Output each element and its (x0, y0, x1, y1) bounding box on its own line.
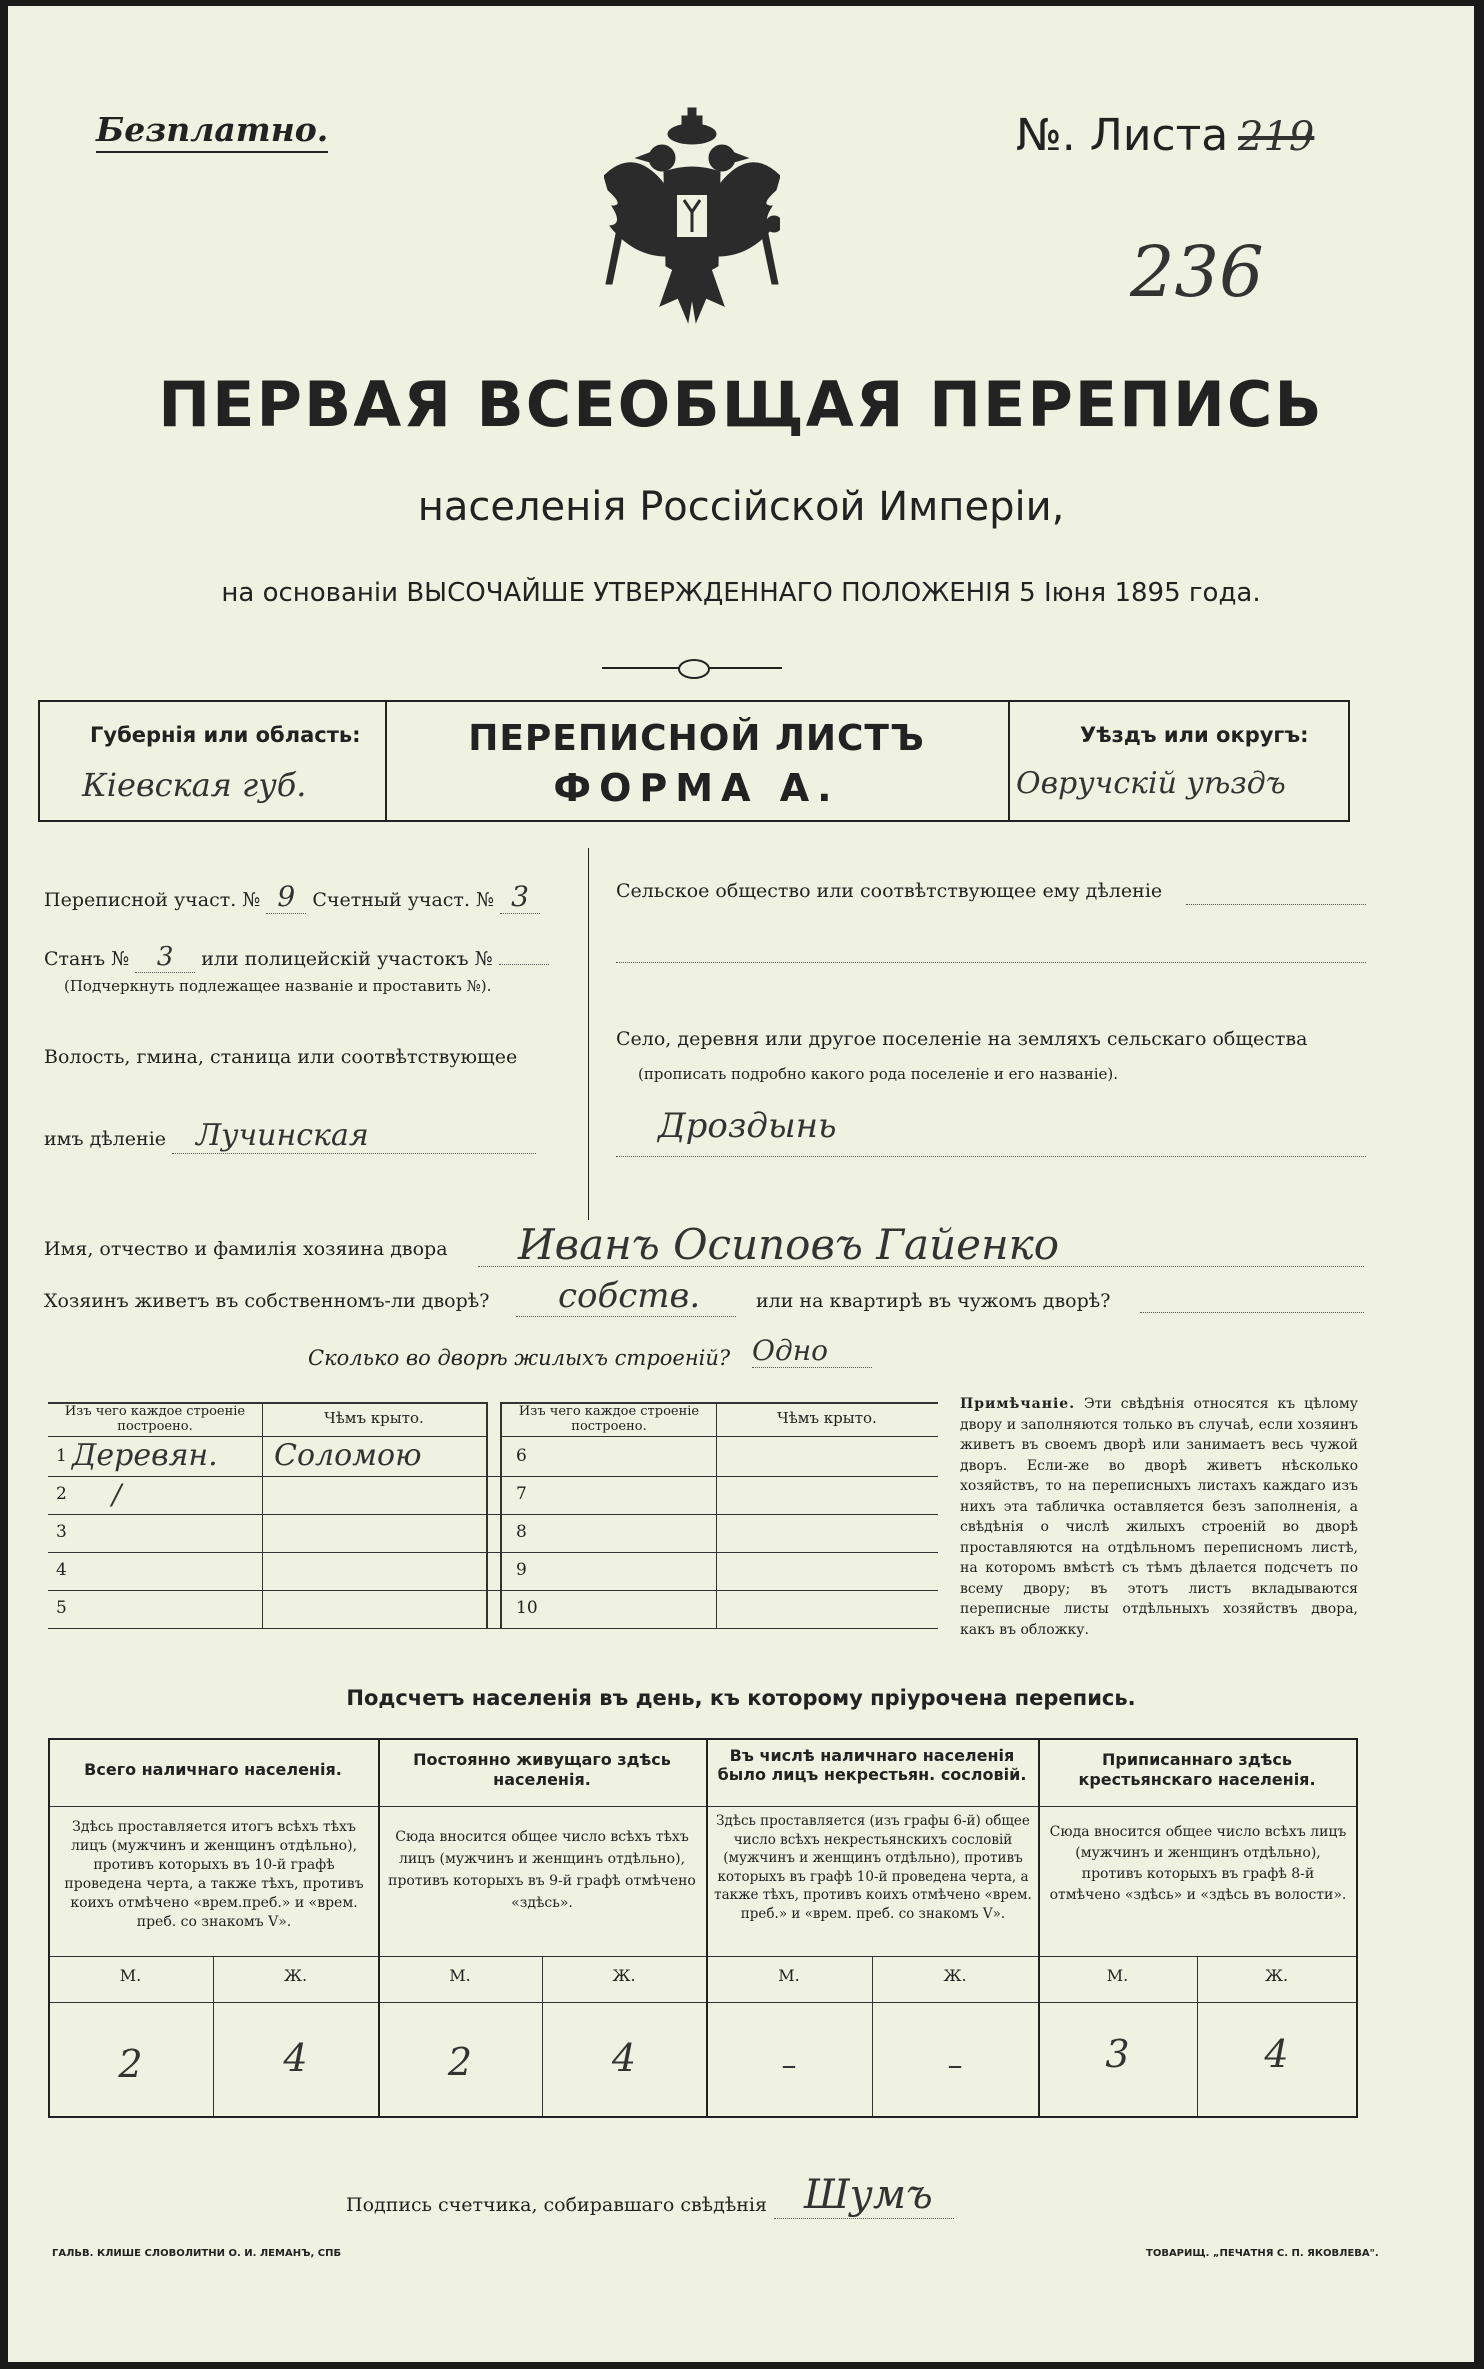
village-label: Село, деревня или другое поселеніе на земляхъ сельскаго общества (616, 1028, 1308, 1050)
volost-label: Волость, гмина, станица или соотвѣтствующее (44, 1046, 518, 1068)
double-headed-eagle-icon (604, 106, 780, 342)
table-row-num: 9 (516, 1560, 527, 1580)
table-row-num: 5 (56, 1598, 67, 1618)
pop-female-label: Ж. (612, 1966, 636, 1985)
buildings-col-roof-left: Чѣмъ крыто. (324, 1409, 424, 1427)
note-text: Эти свѣдѣнія относятся къ цѣлому двору и заполняются только въ случаѣ, если хозяинъ живетъ въ своемъ дворѣ или занимаетъ весь чужой дворъ. Если-же во дворѣ живетъ нѣсколько хозяйствъ, то на переписныхъ листахъ каждаго изъ нихъ эта табличка оставляется безъ заполненія, а свѣдѣнія о числѣ жилыхъ строеній во дворѣ проставляются на отдѣльномъ переписномъ листѣ, на которомъ вмѣстѣ съ тѣмъ дѣлается подсчетъ по всему двору; въ этотъ листъ вкладываются переписные листы отдѣльныхъ хозяйствъ двора, какъ въ обложку. (960, 1396, 1358, 1638)
pop-female-label: Ж. (943, 1966, 967, 1985)
pop-male-label: М. (119, 1966, 142, 1985)
page-subtitle: населенія Россійской Имперіи, (417, 484, 1065, 530)
gubernia-value: Кіевская губ. (82, 766, 307, 804)
buildings-note (960, 1394, 1358, 1640)
signature-label: Подпись счетчика, собиравшаго свѣдѣнія (346, 2194, 767, 2216)
uezd-value: Овручскій уѣздъ (1016, 766, 1286, 801)
owner-name-value: Иванъ Осиповъ Гайенко (518, 1220, 1060, 1269)
census-district-label: Переписной участ. № (44, 889, 261, 911)
sheet-number-new: 236 (1130, 231, 1264, 313)
pop-female-label: Ж. (1264, 1966, 1289, 1985)
pop-male-label: М. (449, 1966, 471, 1985)
table-row-num: 6 (516, 1446, 527, 1466)
pop-male-label: М. (1106, 1966, 1129, 1985)
pop-male-value: – (781, 2048, 797, 2083)
buildings-col-material-left: Изъ чего каждое строеніе построено. (64, 1404, 246, 1434)
underline-note: (Подчеркнуть подлежащее названіе и проставить №). (64, 977, 492, 995)
table-row-num: 1 (56, 1446, 67, 1466)
table-row-num: 3 (56, 1522, 67, 1542)
form-letter: ФОРМА А. (553, 766, 840, 810)
gubernia-label: Губернія или область: (90, 723, 361, 747)
table-row-num: 8 (516, 1522, 527, 1542)
buildings-col-material-right: Изъ чего каждое строеніе построено. (518, 1404, 700, 1434)
printer-right: ТОВАРИЩ. „ПЕЧАТНЯ С. П. ЯКОВЛЕВА". (1146, 2248, 1379, 2259)
table-row-num: 10 (516, 1598, 538, 1618)
pop-male-label: М. (778, 1966, 800, 1985)
table-row-num: 4 (56, 1560, 67, 1580)
note-lead: Примѣчаніе. (960, 1396, 1076, 1412)
signature-value: Шумъ (774, 2172, 954, 2219)
volost-value: Лучинская (172, 1118, 536, 1154)
pop-col-desc: Сюда вносится общее число всѣхъ тѣхъ лицъ (мужчинъ и женщинъ отдѣльно), противъ которыхъ въ 9-й графѣ отмѣчено «здѣсь». (388, 1829, 696, 1911)
table-row-num: 2 (56, 1484, 67, 1504)
pop-col-head: Всего наличнаго населенія. (84, 1760, 342, 1779)
own-yard-label: Хозяинъ живетъ въ собственномъ-ли дворѣ? (44, 1290, 490, 1312)
building-material: / (112, 1478, 122, 1511)
pop-female-value: 4 (283, 2036, 308, 2080)
society-label: Сельское общество или соотвѣтствующее ему дѣленіе (616, 880, 1163, 902)
village-value: Дроздынь (658, 1106, 837, 1146)
count-district-value: 3 (500, 880, 540, 914)
count-district-label: Счетный участ. № (312, 889, 494, 911)
stan-value: 3 (135, 942, 195, 973)
uezd-label: Уѣздъ или округъ: (1080, 723, 1309, 747)
pop-male-value: 3 (1105, 2032, 1130, 2076)
pop-female-label: Ж. (283, 1966, 308, 1985)
building-roof: Соломою (274, 1438, 422, 1473)
pop-female-value: 4 (1264, 2032, 1289, 2076)
building-material: Деревян. (72, 1438, 218, 1473)
free-label: Безплатно. (96, 110, 328, 153)
sheet-number-crossed: 219 (1238, 114, 1315, 160)
village-note: (прописать подробно какого рода поселеніе и его названіе). (638, 1065, 1118, 1083)
rent-label: или на квартирѣ въ чужомъ дворѣ? (756, 1290, 1111, 1312)
pop-female-value: 4 (611, 2036, 637, 2080)
police-district-label: или полицейскій участокъ № (201, 948, 493, 970)
table-row-num: 7 (516, 1484, 527, 1504)
buildings-value: Одно (752, 1334, 872, 1368)
own-yard-value: собств. (516, 1276, 736, 1317)
population-title: Подсчетъ населенія въ день, къ которому пріурочена перепись. (346, 1686, 1136, 1710)
buildings-label: Сколько во дворѣ жилыхъ строеній? (308, 1346, 731, 1370)
stan-label: Станъ № (44, 948, 130, 970)
census-district-value: 9 (266, 880, 306, 914)
pop-female-value: – (947, 2048, 963, 2083)
sheet-number-label: №. Листа (1016, 110, 1229, 161)
pop-col-head: Постоянно живущаго здѣсь населенія. (413, 1750, 671, 1789)
page-basis: на основаніи ВЫСОЧАЙШЕ УТВЕРЖДЕННАГО ПОЛОЖЕНІЯ 5 Іюня 1895 года. (221, 578, 1261, 608)
printer-left: ГАЛЬВ. КЛИШЕ СЛОВОЛИТНИ О. И. ЛЕМАНЪ, СПБ (52, 2248, 342, 2259)
pop-male-value: 2 (118, 2042, 143, 2086)
buildings-col-roof-right: Чѣмъ крыто. (777, 1409, 877, 1427)
pop-col-desc: Сюда вносится общее число всѣхъ лицъ (мужчинъ и женщинъ отдѣльно), противъ которыхъ въ графѣ 8-й отмѣчено «здѣсь» и «здѣсь въ волости». (1049, 1824, 1347, 1903)
pop-male-value: 2 (447, 2040, 473, 2084)
pop-col-head: Приписаннаго здѣсь крестьянскаго населенія. (1078, 1750, 1316, 1789)
form-title: ПЕРЕПИСНОЙ ЛИСТЪ (468, 718, 925, 759)
census-form-page (8, 6, 1474, 2362)
volost-label-2: имъ дѣленіе (44, 1128, 167, 1150)
pop-col-desc: Здѣсь проставляется итогъ всѣхъ тѣхъ лицъ (мужчинъ и женщинъ отдѣльно), противъ которыхъ въ 10-й графѣ проведена черта, а также тѣхъ, противъ коихъ отмѣчено «врем.преб.» и «врем. преб. со знакомъ V». (64, 1819, 364, 1930)
pop-col-head: Въ числѣ наличнаго населенія было лицъ некрестьян. сословій. (717, 1746, 1027, 1784)
owner-name-label: Имя, отчество и фамилія хозяина двора (44, 1238, 448, 1260)
pop-col-desc: Здѣсь проставляется (изъ графы 6-й) общее число всѣхъ некрестьянскихъ сословій (мужчинъ и женщинъ отдѣльно), противъ которыхъ въ графѣ 10-й проведена черта, а также тѣхъ, противъ коихъ отмѣчено «врем. преб.» и «врем. преб. со знакомъ V». (714, 1813, 1032, 1922)
ornament-knot (678, 659, 710, 679)
page-title: ПЕРВАЯ ВСЕОБЩАЯ ПЕРЕПИСЬ (158, 368, 1324, 441)
